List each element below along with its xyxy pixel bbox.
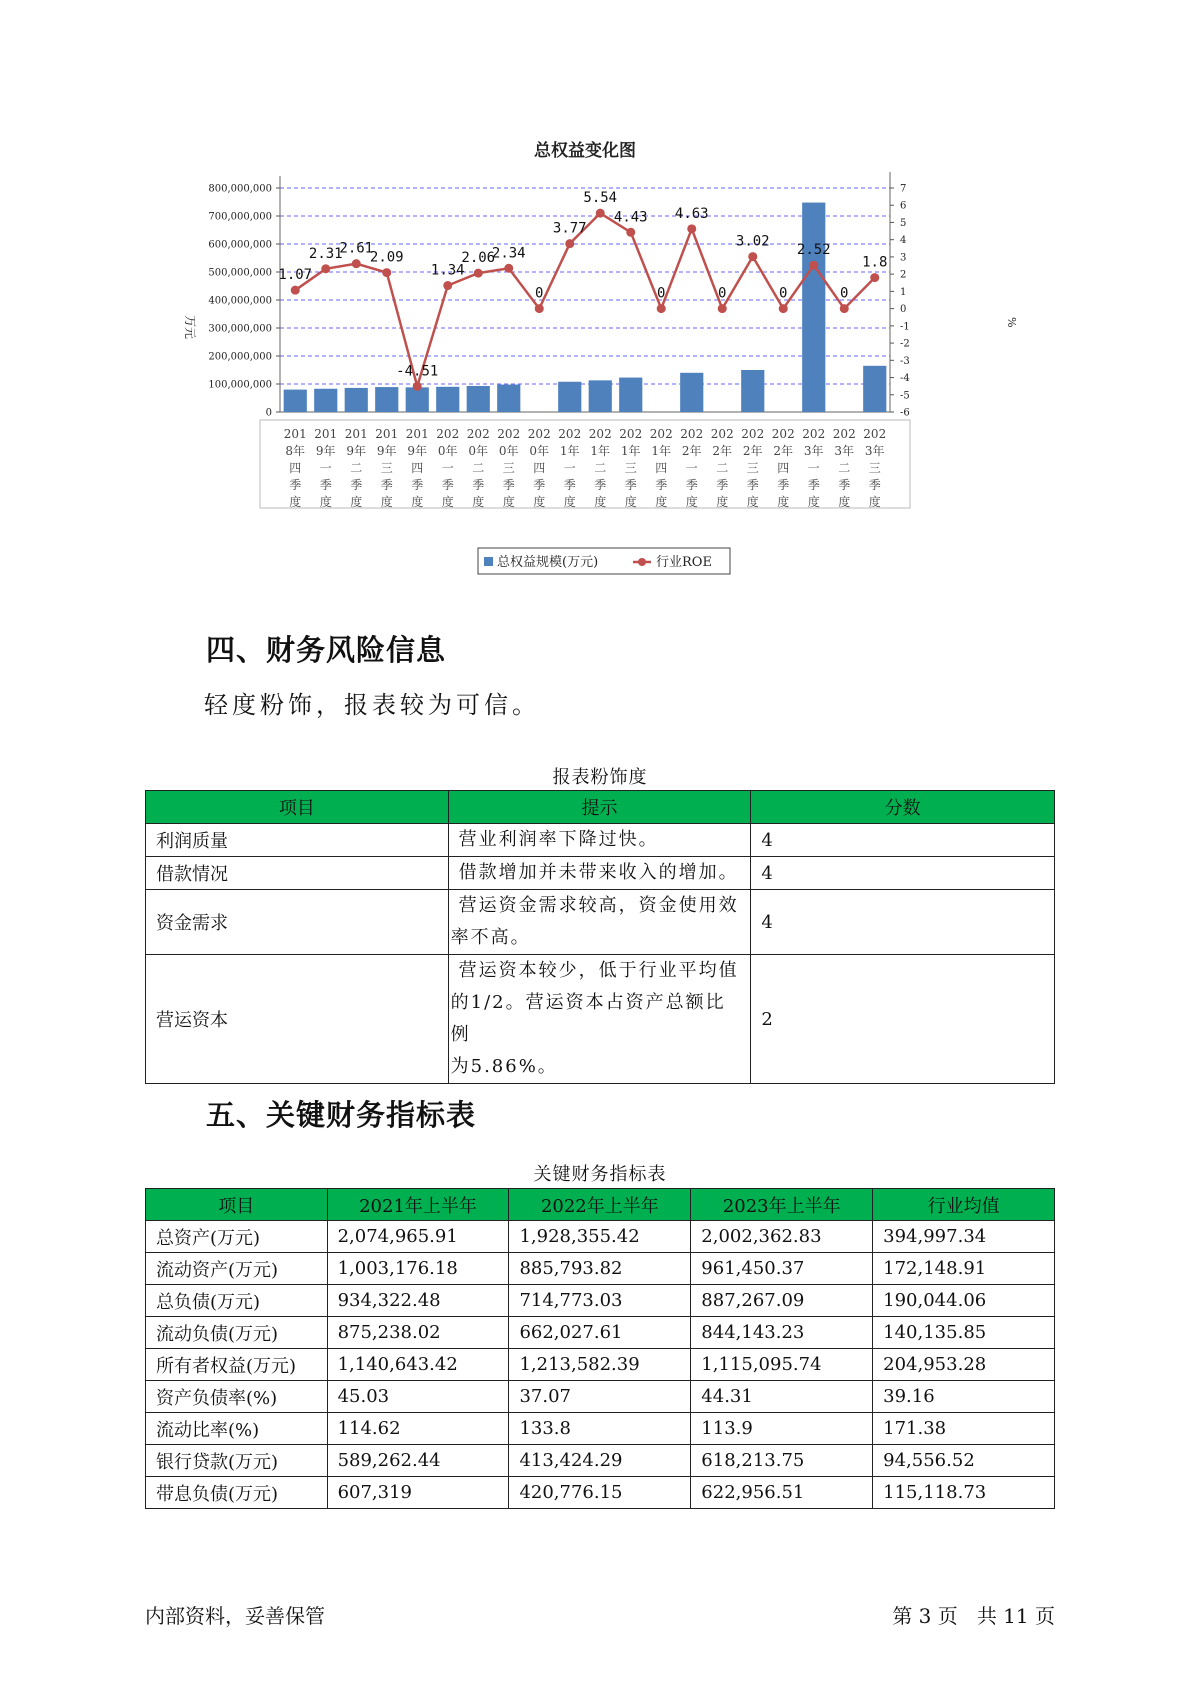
right-tick-label: -2 [900,338,910,350]
item-cell: 总资产(万元) [146,1221,328,1253]
category-label: 一 [319,461,332,475]
category-label: 度 [411,495,424,509]
category-label: 三 [624,461,637,475]
left-tick-label: 300,000,000 [208,323,272,335]
category-label: 季 [350,478,363,492]
hint-line: 的1/2。营运资本占资产总额比例 [450,992,726,1045]
left-tick-label: 600,000,000 [208,239,272,251]
category-label: 季 [685,478,698,492]
right-tick-label: 6 [900,200,907,212]
item-cell: 资金需求 [146,890,449,955]
value-cell: 413,424.29 [509,1445,691,1477]
category-label: 季 [838,478,851,492]
category-label: 度 [716,495,729,509]
roe-data-label: 0 [535,285,544,302]
equity-bar [467,386,490,412]
table-row [146,1445,1055,1477]
score-cell: 2 [751,955,1055,1084]
category-label: 2年 [712,444,733,458]
category-label: 202 [527,427,551,441]
category-label: 202 [802,427,826,441]
equity-chart [160,130,1020,590]
value-cell: 714,773.03 [509,1285,691,1317]
category-label: 2年 [681,444,702,458]
table-row [146,1413,1055,1445]
hint-line: 营运资本较少，低于行业平均值 [458,960,739,981]
value-cell: 1,140,643.42 [327,1349,509,1381]
roe-data-label: -4.51 [396,363,439,380]
table-row [146,1477,1055,1509]
category-label: 季 [746,478,759,492]
category-label: 季 [716,478,729,492]
roe-data-label: 2.06 [461,250,496,267]
value-cell: 171.38 [873,1413,1055,1445]
category-label: 三 [868,461,881,475]
table-row [146,1317,1055,1349]
value-cell: 114.62 [327,1413,509,1445]
hint-cell [448,824,751,857]
equity-bar [619,378,642,412]
category-label: 度 [594,495,607,509]
left-tick-label: 100,000,000 [208,379,272,391]
table-row [146,1381,1055,1413]
score-cell: 4 [751,890,1055,955]
equity-bar [802,203,825,412]
category-label: 202 [680,427,704,441]
category-label: 201 [375,427,399,441]
category-label: 201 [314,427,338,441]
category-label: 0年 [468,444,489,458]
value-cell: 2,002,362.83 [691,1221,873,1253]
value-cell: 875,238.02 [327,1317,509,1349]
header-cell: 2023年上半年 [691,1189,873,1221]
right-tick-label: 0 [900,304,907,316]
category-label: 度 [319,495,332,509]
equity-bar [741,370,764,412]
value-cell: 172,148.91 [873,1253,1055,1285]
roe-point [870,273,879,282]
roe-point [474,269,483,278]
category-label: 度 [868,495,881,509]
category-label: 202 [588,427,612,441]
category-label: 三 [746,461,759,475]
hint-cell [448,890,751,955]
roe-data-label: 2.52 [796,242,831,259]
category-label: 度 [380,495,393,509]
category-label: 0年 [437,444,458,458]
category-label: 202 [863,427,887,441]
item-cell: 资产负债率(%) [146,1381,328,1413]
category-label: 3年 [834,444,855,458]
category-label: 201 [283,427,307,441]
roe-data-label: 1.8 [862,254,888,271]
category-label: 202 [436,427,460,441]
category-label: 季 [563,478,576,492]
table-header-row [146,791,1055,824]
category-label: 度 [472,495,485,509]
value-cell: 45.03 [327,1381,509,1413]
roe-point [657,304,666,313]
category-label: 1年 [620,444,641,458]
header-cell: 分数 [751,791,1055,824]
roe-point [748,252,757,261]
equity-bar [863,366,886,412]
category-label: 202 [558,427,582,441]
category-label: 度 [350,495,363,509]
score-cell: 4 [751,824,1055,857]
item-cell: 流动比率(%) [146,1413,328,1445]
category-label: 三 [502,461,515,475]
equity-bar [345,388,368,412]
hint-line: 率不高。 [450,927,531,948]
left-tick-label: 800,000,000 [208,183,272,195]
item-cell: 银行贷款(万元) [146,1445,328,1477]
item-cell: 流动资产(万元) [146,1253,328,1285]
hint-line: 营业利润率下降过快。 [458,829,659,850]
roe-data-label: 2.34 [491,245,526,262]
value-cell: 1,003,176.18 [327,1253,509,1285]
category-label: 2年 [742,444,763,458]
right-tick-label: 7 [900,183,907,195]
roe-data-label: 4.43 [613,209,648,226]
roe-data-label: 0 [718,285,727,302]
category-label: 202 [466,427,490,441]
roe-data-label: 4.63 [674,205,709,222]
roe-data-label: 1.07 [278,267,313,284]
category-label: 202 [710,427,734,441]
key-indicators-table [145,1188,1055,1509]
legend-point-swatch [638,558,646,566]
category-label: 季 [868,478,881,492]
roe-point [840,304,849,313]
value-cell: 133.8 [509,1413,691,1445]
header-cell: 项目 [146,1189,328,1221]
value-cell: 39.16 [873,1381,1055,1413]
value-cell: 1,928,355.42 [509,1221,691,1253]
category-label: 季 [594,478,607,492]
roe-point [321,264,330,273]
value-cell: 140,135.85 [873,1317,1055,1349]
value-cell: 618,213.75 [691,1445,873,1477]
legend-label: 行业ROE [656,555,712,570]
category-label: 0年 [498,444,519,458]
value-cell: 622,956.51 [691,1477,873,1509]
category-label: 二 [472,461,485,475]
value-cell: 885,793.82 [509,1253,691,1285]
item-cell: 借款情况 [146,857,449,890]
equity-bar [375,387,398,412]
roe-point [382,268,391,277]
value-cell: 44.31 [691,1381,873,1413]
table-row [146,955,1055,1084]
roe-point [626,228,635,237]
roe-point [809,261,818,270]
value-cell: 113.9 [691,1413,873,1445]
value-cell: 961,450.37 [691,1253,873,1285]
roe-point [535,304,544,313]
value-cell: 844,143.23 [691,1317,873,1349]
category-label: 一 [685,461,698,475]
equity-bar [406,387,429,412]
chart-title: 总权益变化图 [534,141,636,161]
category-label: 8年 [285,444,306,458]
footer-left: 内部资料，妥善保管 [145,1604,325,1628]
category-label: 度 [807,495,820,509]
category-label: 季 [502,478,515,492]
category-label: 2年 [773,444,794,458]
category-label: 季 [411,478,424,492]
category-label: 三 [380,461,393,475]
roe-data-label: 1.34 [430,262,465,279]
roe-data-label: 3.02 [735,233,770,250]
category-label: 季 [624,478,637,492]
score-cell: 4 [751,857,1055,890]
table-row [146,1221,1055,1253]
table-row [146,857,1055,890]
equity-bar [589,380,612,412]
category-label: 3年 [803,444,824,458]
right-axis-label: % [1005,317,1018,328]
table-row [146,890,1055,955]
hint-line: 借款增加并未带来收入的增加。 [458,862,739,883]
category-label: 3年 [864,444,885,458]
category-label: 度 [563,495,576,509]
category-label: 季 [472,478,485,492]
right-tick-label: 4 [900,235,907,247]
category-label: 9年 [407,444,428,458]
category-label: 季 [319,478,332,492]
value-cell: 94,556.52 [873,1445,1055,1477]
category-label: 202 [497,427,521,441]
roe-data-label: 0 [657,285,666,302]
left-tick-label: 500,000,000 [208,267,272,279]
category-label: 季 [777,478,790,492]
legend-label: 总权益规模(万元) [497,555,599,570]
hint-line: 为5.86%。 [450,1056,558,1077]
category-label: 202 [649,427,673,441]
category-label: 季 [289,478,302,492]
category-label: 度 [685,495,698,509]
roe-point [779,304,788,313]
category-label: 202 [771,427,795,441]
value-cell: 662,027.61 [509,1317,691,1349]
item-cell: 流动负债(万元) [146,1317,328,1349]
value-cell: 420,776.15 [509,1477,691,1509]
value-cell: 934,322.48 [327,1285,509,1317]
header-cell: 项目 [146,791,449,824]
equity-bar [497,385,520,412]
category-label: 201 [344,427,368,441]
roe-data-label: 0 [840,285,849,302]
right-tick-label: -1 [900,321,910,333]
roe-data-label: 2.61 [339,240,374,257]
category-label: 一 [807,461,820,475]
value-cell: 115,118.73 [873,1477,1055,1509]
category-label: 季 [807,478,820,492]
hint-line: 营运资金需求较高，资金使用效 [458,895,739,916]
category-label: 度 [624,495,637,509]
right-tick-label: 3 [900,252,907,264]
roe-point [565,239,574,248]
right-tick-label: -4 [900,373,910,385]
footer-page-number: 第 3 页 共 11 页 [892,1604,1055,1628]
roe-point [596,209,605,218]
table1-caption: 报表粉饰度 [552,767,648,788]
category-label: 度 [533,495,546,509]
category-label: 9年 [315,444,336,458]
category-label: 度 [777,495,790,509]
roe-point [504,264,513,273]
category-label: 1年 [651,444,672,458]
roe-point [687,224,696,233]
table-row [146,1349,1055,1381]
equity-bar [680,373,703,412]
roe-data-label: 0 [779,285,788,302]
item-cell: 所有者权益(万元) [146,1349,328,1381]
right-tick-label: 5 [900,217,907,229]
item-cell: 利润质量 [146,824,449,857]
category-label: 二 [350,461,363,475]
right-tick-label: -5 [900,390,910,402]
category-label: 202 [741,427,765,441]
category-label: 季 [655,478,668,492]
value-cell: 589,262.44 [327,1445,509,1477]
category-label: 度 [502,495,515,509]
category-label: 季 [441,478,454,492]
roe-point [352,259,361,268]
category-label: 四 [289,461,302,475]
item-cell: 总负债(万元) [146,1285,328,1317]
hint-cell [448,857,751,890]
section4-paragraph: 轻度粉饰，报表较为可信。 [204,691,540,719]
category-label: 二 [594,461,607,475]
value-cell: 607,319 [327,1477,509,1509]
equity-bar [314,389,337,412]
roe-point [443,281,452,290]
section4-heading: 四、财务风险信息 [206,633,447,667]
right-tick-label: 1 [900,286,907,298]
category-label: 二 [716,461,729,475]
value-cell: 394,997.34 [873,1221,1055,1253]
roe-data-label: 3.77 [552,220,587,237]
right-tick-label: -3 [900,355,910,367]
right-tick-label: -6 [900,407,910,419]
value-cell: 1,115,095.74 [691,1349,873,1381]
category-label: 度 [838,495,851,509]
category-label: 202 [619,427,643,441]
left-axis-label: 万元 [183,315,197,340]
roe-data-label: 2.31 [308,245,343,262]
table-row [146,824,1055,857]
category-label: 9年 [376,444,397,458]
whitewash-table [145,790,1055,1084]
table-row [146,1253,1055,1285]
category-label: 四 [533,461,546,475]
left-tick-label: 200,000,000 [208,351,272,363]
category-label: 9年 [346,444,367,458]
table-header-row [146,1189,1055,1221]
category-label: 202 [832,427,856,441]
table2-caption: 关键财务指标表 [533,1164,667,1185]
roe-point [291,286,300,295]
header-cell: 2021年上半年 [327,1189,509,1221]
item-cell: 营运资本 [146,955,449,1084]
category-label: 度 [746,495,759,509]
header-cell: 2022年上半年 [509,1189,691,1221]
category-label: 季 [533,478,546,492]
category-label: 1年 [559,444,580,458]
category-label: 二 [838,461,851,475]
value-cell: 887,267.09 [691,1285,873,1317]
category-label: 四 [655,461,668,475]
equity-bar [284,390,307,412]
category-label: 四 [777,461,790,475]
left-tick-label: 0 [265,407,272,419]
category-label: 度 [655,495,668,509]
value-cell: 1,213,582.39 [509,1349,691,1381]
equity-bar [558,382,581,412]
left-tick-label: 700,000,000 [208,211,272,223]
value-cell: 37.07 [509,1381,691,1413]
legend-bar-swatch [484,557,493,566]
header-cell: 行业均值 [873,1189,1055,1221]
table-row [146,1285,1055,1317]
right-tick-label: 2 [900,269,907,281]
category-label: 度 [289,495,302,509]
category-label: 度 [441,495,454,509]
category-label: 一 [563,461,576,475]
header-cell: 提示 [448,791,751,824]
roe-point [718,304,727,313]
category-label: 季 [380,478,393,492]
value-cell: 190,044.06 [873,1285,1055,1317]
roe-data-label: 2.09 [369,249,404,266]
category-label: 0年 [529,444,550,458]
item-cell: 带息负债(万元) [146,1477,328,1509]
left-tick-label: 400,000,000 [208,295,272,307]
category-label: 201 [405,427,429,441]
hint-cell [448,955,751,1084]
section5-heading: 五、关键财务指标表 [206,1098,477,1132]
roe-point [413,382,422,391]
category-label: 一 [441,461,454,475]
category-label: 四 [411,461,424,475]
roe-data-label: 5.54 [583,190,618,207]
category-label: 1年 [590,444,611,458]
value-cell: 2,074,965.91 [327,1221,509,1253]
value-cell: 204,953.28 [873,1349,1055,1381]
equity-bar [436,387,459,412]
